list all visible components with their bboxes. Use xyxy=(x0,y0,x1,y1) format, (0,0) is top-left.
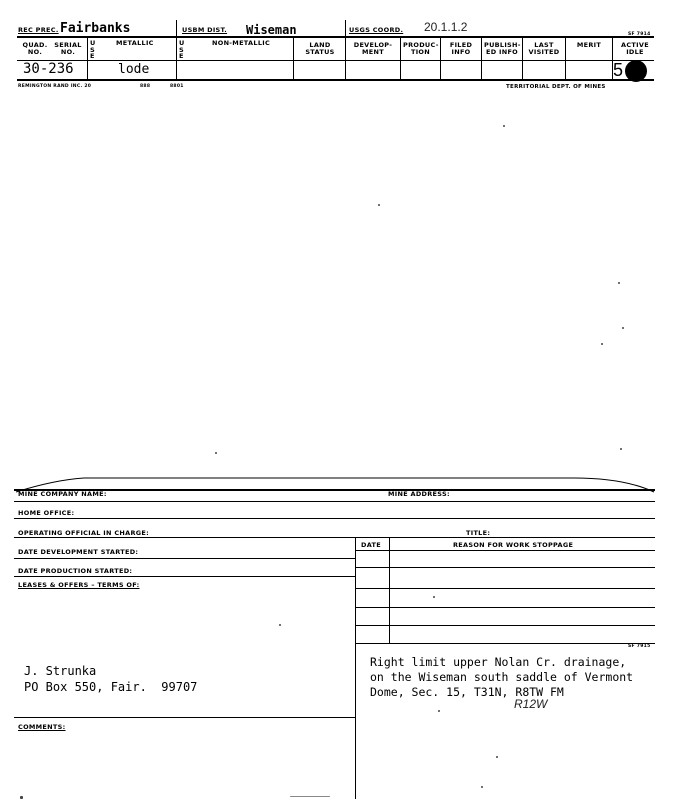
handwritten-correction: R12W xyxy=(514,697,548,711)
filled-circle-marker xyxy=(625,60,647,82)
title-label: TITLE: xyxy=(466,529,491,537)
usgs-coord-value: 20.1.1.2 xyxy=(424,20,468,34)
date-development-label: DATE DEVELOPMENT STARTED: xyxy=(18,548,139,556)
printer-imprint: REMINGTON RAND INC. 20 xyxy=(18,84,92,89)
leases-offers-label: LEASES & OFFERS – TERMS OF: xyxy=(18,581,140,589)
col-published-info: PUBLISH-ED INFO xyxy=(484,41,521,56)
col-production: PRODUC-TION xyxy=(403,41,439,56)
col-non-metallic: NON-METALLIC xyxy=(212,39,271,47)
date-production-label: DATE PRODUCTION STARTED: xyxy=(18,567,133,575)
imprint-code-1: 888 xyxy=(140,84,151,89)
rec-prec-label: REC PREC. xyxy=(18,26,59,34)
date-column-header: DATE xyxy=(361,541,381,549)
department-imprint: TERRITORIAL DEPT. OF MINES xyxy=(506,84,606,90)
usgs-coord-label: USGS COORD. xyxy=(349,26,404,34)
col-serial-no: SERIAL NO. xyxy=(54,41,82,56)
location-line-1: Right limit upper Nolan Cr. drainage, xyxy=(370,655,627,669)
contact-address: PO Box 550, Fair. 99707 xyxy=(24,680,198,694)
quad-serial-value: 30-236 xyxy=(23,61,74,77)
col-land-status: LAND STATUS xyxy=(305,41,335,56)
form-number: SF 7914 xyxy=(628,32,651,37)
col-metallic: METALLIC xyxy=(116,39,154,47)
location-line-3: Dome, Sec. 15, T31N, R8TW FM xyxy=(370,685,564,699)
operating-official-label: OPERATING OFFICIAL IN CHARGE: xyxy=(18,529,150,537)
imprint-code-2: 8801 xyxy=(170,84,184,89)
metallic-value: lode xyxy=(118,62,150,77)
col-active-idle: ACTIVE IDLE xyxy=(621,41,649,56)
rec-prec-value: Fairbanks xyxy=(60,21,131,36)
col-last-visited: LAST VISITED xyxy=(528,41,560,56)
form-number-2: SF 7915 xyxy=(628,644,651,649)
col-quad-no: QUAD. NO. xyxy=(22,41,48,56)
home-office-label: HOME OFFICE: xyxy=(18,509,75,517)
location-line-2: on the Wiseman south saddle of Vermont xyxy=(370,670,634,684)
col-use-nonmetallic: U S E xyxy=(179,39,185,60)
mine-company-name-label: MINE COMPANY NAME: xyxy=(18,490,107,498)
usbm-dist-value: Wiseman xyxy=(246,23,297,37)
reason-column-header: REASON FOR WORK STOPPAGE xyxy=(453,541,574,549)
comments-label: COMMENTS: xyxy=(18,723,66,731)
col-filed-info: FILED INFO xyxy=(449,41,473,56)
col-use-metallic: U S E xyxy=(90,39,96,60)
col-development: DEVELOP-MENT xyxy=(353,41,393,56)
mine-address-label: MINE ADDRESS: xyxy=(388,490,450,498)
contact-name: J. Strunka xyxy=(24,664,97,678)
usbm-dist-label: USBM DIST. xyxy=(182,26,228,34)
active-idle-mark: 5 xyxy=(613,60,624,80)
col-merit: MERIT xyxy=(576,41,602,49)
